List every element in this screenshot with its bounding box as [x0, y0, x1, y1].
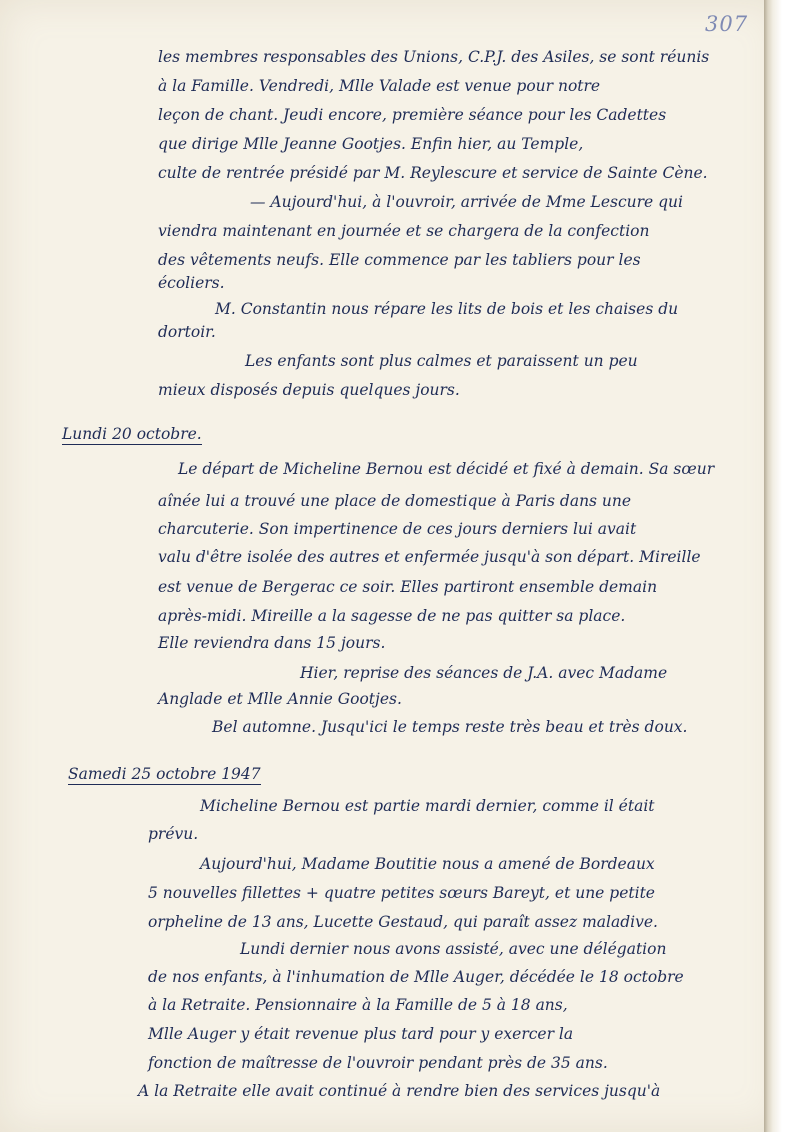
text-line: prévu.: [148, 825, 199, 843]
text-line: leçon de chant. Jeudi encore, première séance pour les Cadettes: [158, 106, 667, 124]
text-line: que dirige Mlle Jeanne Gootjes. Enfin hier, au Temple,: [158, 135, 584, 153]
text-line: aînée lui a trouvé une place de domestique à Paris dans une: [158, 492, 632, 510]
text-line: culte de rentrée présidé par M. Reylescure et service de Sainte Cène.: [158, 164, 708, 182]
text-line: 5 nouvelles fillettes + quatre petites sœurs Bareyt, et une petite: [148, 884, 655, 902]
text-line: des vêtements neufs. Elle commence par les tabliers pour les: [158, 251, 641, 269]
text-line: valu d'être isolée des autres et enfermée jusqu'à son départ. Mireille: [158, 548, 701, 566]
text-line: A la Retraite elle avait continué à rendre bien des services jusqu'à: [138, 1082, 661, 1100]
text-line: à la Retraite. Pensionnaire à la Famille de 5 à 18 ans,: [148, 996, 568, 1014]
text-line: — Aujourd'hui, à l'ouvroir, arrivée de Mme Lescure qui: [250, 193, 684, 211]
page-edge: [764, 0, 782, 1132]
text-line: mieux disposés depuis quelques jours.: [158, 381, 460, 399]
entry-date-heading: Lundi 20 octobre.: [62, 425, 202, 443]
text-line: Lundi dernier nous avons assisté, avec une délégation: [240, 940, 667, 958]
text-line: Hier, reprise des séances de J.A. avec Madame: [300, 664, 668, 682]
text-line: Mlle Auger y était revenue plus tard pour y exercer la: [148, 1025, 574, 1043]
text-line: Micheline Bernou est partie mardi dernier, comme il était: [200, 797, 655, 815]
text-line: Bel automne. Jusqu'ici le temps reste très beau et très doux.: [212, 718, 688, 736]
text-line: à la Famille. Vendredi, Mlle Valade est venue pour notre: [158, 77, 601, 95]
text-line: fonction de maîtresse de l'ouvroir pendant près de 35 ans.: [148, 1054, 608, 1072]
text-line: de nos enfants, à l'inhumation de Mlle Auger, décédée le 18 octobre: [148, 968, 684, 986]
text-line: orpheline de 13 ans, Lucette Gestaud, qui paraît assez maladive.: [148, 913, 658, 931]
text-line: après-midi. Mireille a la sagesse de ne pas quitter sa place.: [158, 607, 626, 625]
text-line: Aujourd'hui, Madame Boutitie nous a amené de Bordeaux: [200, 855, 655, 873]
page-number: 307: [705, 12, 749, 36]
text-line: Le départ de Micheline Bernou est décidé et fixé à demain. Sa sœur: [178, 460, 715, 478]
text-line: M. Constantin nous répare les lits de bois et les chaises du: [215, 300, 679, 318]
text-line: écoliers.: [158, 274, 225, 292]
text-line: Anglade et Mlle Annie Gootjes.: [158, 690, 402, 708]
text-line: Les enfants sont plus calmes et paraissent un peu: [245, 352, 638, 370]
text-line: est venue de Bergerac ce soir. Elles partiront ensemble demain: [158, 578, 658, 596]
text-line: charcuterie. Son impertinence de ces jours derniers lui avait: [158, 520, 637, 538]
text-line: les membres responsables des Unions, C.P.J. des Asiles, se sont réunis: [158, 48, 710, 66]
entry-date-heading: Samedi 25 octobre 1947: [68, 765, 261, 783]
text-line: dortoir.: [158, 323, 216, 341]
text-line: viendra maintenant en journée et se chargera de la confection: [158, 222, 650, 240]
text-line: Elle reviendra dans 15 jours.: [158, 634, 386, 652]
